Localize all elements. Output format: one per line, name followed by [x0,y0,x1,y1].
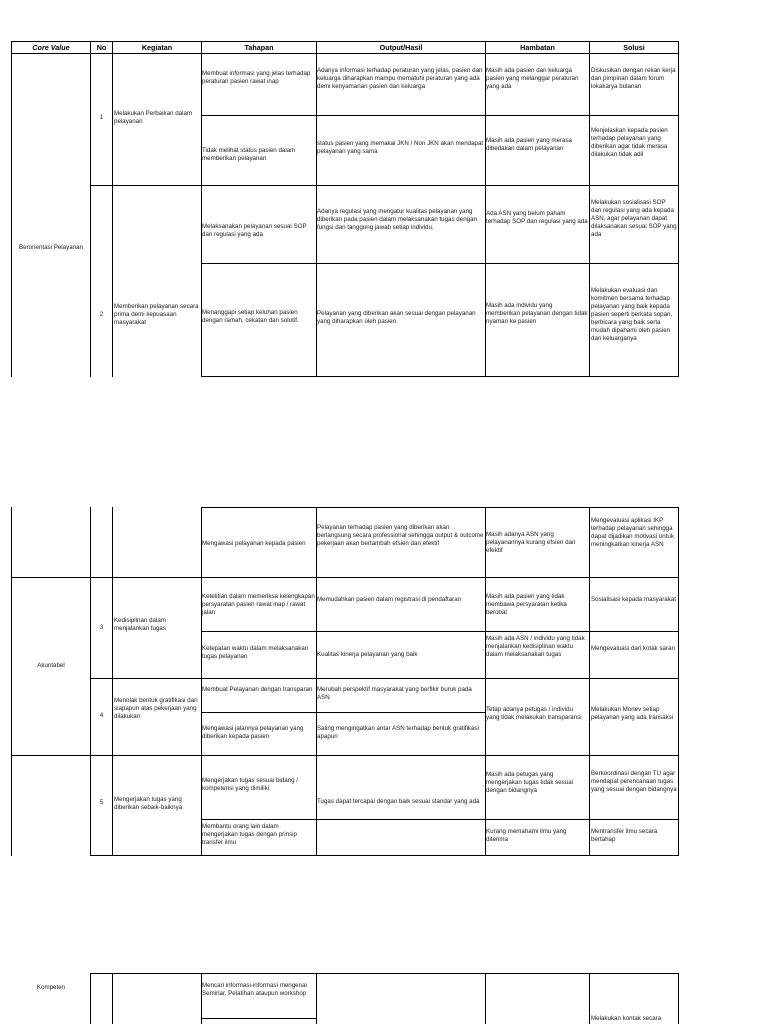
header-tahapan: Tahapan [244,43,274,52]
solusi-cell: Melakukan Monev setiap pelayanan yang ada transaksi [591,706,674,722]
hambatan-cell: Masih ada individu yang memberikan pelayanan dengan tidak nyaman ke pasien [486,302,588,326]
output-cell: Adanya regulasi yang mengatur kualitas pelayanan yang diberikan pada pasien dalam melaksanakan tugas dengan fungsi dan tanggung jawab setiap individu. [317,208,477,232]
solusi-cell: Sosialisasi kepada masyarakat [591,596,676,603]
header-kegiatan: Kegiatan [141,43,173,52]
hambatan-cell: Ada ASN yang belum paham terhadap SOP dan regulasi yang ada [486,210,588,226]
kegiatan-cell: Melakukan Perbaikan dalam pelayanan [114,110,193,126]
tahapan-cell: Melaksanakan pelayanan sesuai SOP dan regulasi yang ada [202,223,307,239]
solusi-cell: Mentransfer ilmu secara bertahap [591,828,658,844]
hambatan-cell: Masih ada petugas yang mengerjakan tugas tidak sesuai dengan bidangnya [486,771,574,795]
tahapan-cell: Membuat Pelayanan dengan transparan [202,686,313,693]
header-no: No [96,43,107,52]
tahapan-cell: Mengawasi pelayanan kepada pasien [202,540,306,547]
solusi-cell: Berkoordinasi dengan TU agar mendapat perencanaan tugas yang sesuai dengan bidangnya [591,770,677,794]
tahapan-cell: Membantu orang lain dalam mengerjakan tugas dengan prinsip transfer ilmu [202,823,297,847]
output-cell: status pasien yang memakai JKN / Non JKN akan mendapat pelayanan yang sama [317,140,484,156]
output-cell: Adanya informasi terhadap peraturan yang jelas, pasien dan keluarga diharapkan mampu mematuhi peraturan yang ada demi kenyamanan pasien dan keluarga [317,67,483,91]
output-cell: Memudahkan pasien dalam registrasi di pendaftaran [317,596,462,603]
tahapan-cell: Mengerjakan tugas sesuai bidang / kompetensi yang dimiliki [202,777,298,793]
row-number: 5 [99,798,104,806]
header-solusi: Solusi [623,43,645,52]
hambatan-cell: Masih adanya ASN yang pelayanannya kurang efsien dan efektif [486,531,576,555]
output-cell: Pelayanan terhadap pasien yang diberikan akan berlangsung secara professional sehingga output & outcome pekerjaan akan bertambah efsien dan efektif [317,524,484,548]
header-core-value: Core Value [32,43,70,52]
solusi-cell: Diskusikan dengan rekan kerja dan pimpinan dalam forum lokakarya bulanan [591,67,676,91]
output-cell: Merubah perspektif masyarakat yang berfikir buruk pada ASN [317,686,472,702]
core-value-cell: Akuntabel [37,661,65,669]
row-number: 2 [99,310,104,318]
hambatan-cell: Masih ada ASN / individu yang tidak menjalankan kedisiplinan waktu dalam melaksanakan tugas [486,635,585,659]
row-number: 4 [99,711,104,719]
solusi-cell: Mengevaluasi dari kotak saran [591,645,675,652]
header-output: Output/Hasil [379,43,423,52]
hambatan-cell: Masih ada pasien yang merasa dibedakan dalam pelayanan [486,137,572,153]
tahapan-cell: Mengawasi jalannya pelayanan yang diberikan kepada pasien [202,725,304,741]
tahapan-cell: Membuat informasi yang jelas terhadap peraturan pasien rawat inap [202,70,311,86]
row-number: 3 [99,623,104,631]
header-hambatan: Hambatan [520,43,555,52]
kegiatan-cell: Memberikan pelayanan secara prima demi kepuasaan masyarakat [114,303,199,327]
row-number: 1 [99,113,104,121]
tahapan-cell: Tidak melihat status pasien dalam memberikan pelayanan [202,147,296,163]
hambatan-cell: Tetap adanya petugas / individu yang tidak melakukan transparansi [486,706,582,722]
core-value-cell: Kompeten [36,984,66,991]
tahapan-cell: Menanggapi setiap keluhan pasien dengan ramah, cekatan dan solutif. [202,309,299,325]
core-value-cell: Berorientasi Pelayanan [19,243,83,251]
kegiatan-cell: Mengerjakan tugas yang diberikan sebaik-baiknya [114,796,183,812]
solusi-cell: Menjelaskan kepada pasien terhadap pelayanan yang diberikan agar tidak merasa dilakukan tidak adil [591,127,668,159]
hambatan-cell: Masih ada pasien yang tidak membawa persyaratan ketika berobat [486,593,567,617]
output-cell: Kualitas kinerja pelayanan yang baik [317,651,418,658]
solusi-cell: Melakukan kontak secara [591,1015,662,1022]
tahapan-cell: Ketelitian dalam memeriksa kelengkapan persyaratan pasien rawat inap / rawat jalan [202,593,315,617]
output-cell: Tugas dapat tercapai dengan baik sesuai standar yang ada [317,798,480,805]
output-cell: Saling mengingatkan antar ASN terhadap bentuk gratifikasi apapun [317,725,480,741]
solusi-cell: Melakukan evaluasi dan komitmen bersama terhadap pelayanan yang baik kepada pasien seperti berkata sopan, berbicara yang baik serta mudah dipahami oleh pasien dan keluarganya [591,287,673,343]
kegiatan-cell: Kedisiplinan dalam menjalankan tugas [114,617,166,633]
solusi-cell: Mengevaluasi aplikasi IKP terhadap pelayanan sehingga dapat dijadikan motivasi untuk meningkatkan kinerja ASN [591,517,674,549]
tahapan-cell: Mencari informasi-informasi mengenai Seminar, Pelatihan ataupun workshop [202,982,307,998]
tahapan-cell: Ketepatan waktu dalam melaksanakan tugas pelayanan [202,645,309,661]
output-cell: Pelayanan yang diberikan akan sesuai dengan pelayanan yang diharapkan oleh pasien [317,310,476,326]
solusi-cell: Melakukan sosialisasi SOP dan regulasi yang ada kepada ASN, agar pelayanan dapat dilaksanakan sesuai SOP yang ada [591,199,677,239]
hambatan-cell: Masih ada pasien dan keluarga pasien yang melanggar peraturan yang ada [486,67,579,91]
hambatan-cell: Kurang memahami ilmu yang diterima [486,828,567,844]
kegiatan-cell: Menolak bentuk gratifikasi dari siapapun atas pekerjaan yang dilakukan [114,697,198,721]
